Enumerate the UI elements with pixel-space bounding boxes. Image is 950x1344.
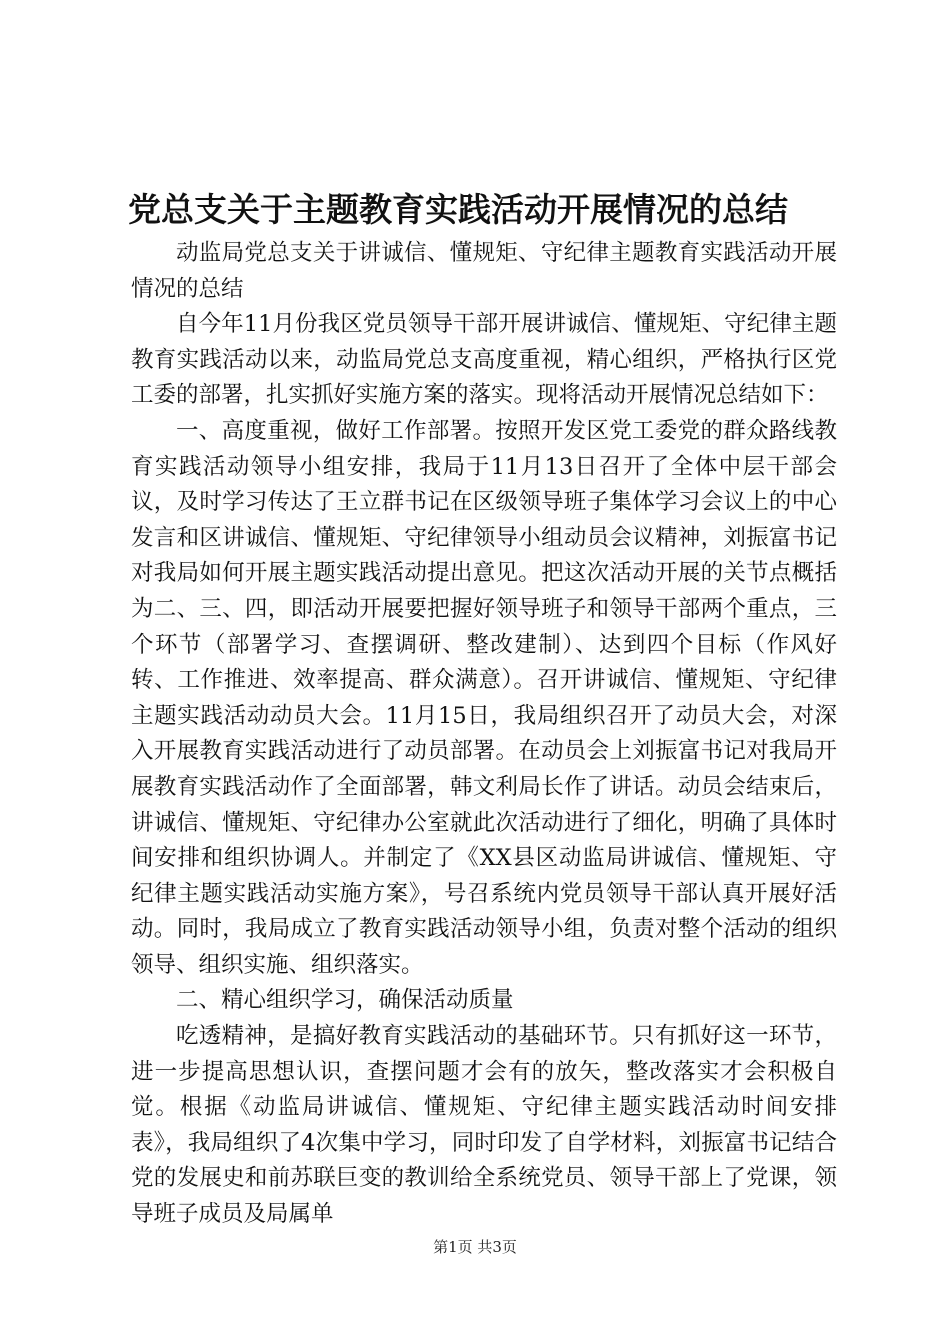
paragraph-intro: 自今年11月份我区党员领导干部开展讲诚信、懂规矩、守纪律主题教育实践活动以来，动监局党总支高度重视，精心组织，严格执行区党工委的部署，扎实抓好实施方案的落实。现将活动开展情况总结如下： (131, 311, 837, 409)
document-title: 党总支关于主题教育实践活动开展情况的总结 (128, 190, 788, 229)
document-body (131, 236, 837, 1233)
paragraph-section-one: 一、高度重视，做好工作部署。按照开发区党工委党的群众路线教育实践活动领导小组安排，我局于11月13日召开了全体中层干部会议，及时学习传达了王立群书记在区级领导班子集体学习会议上的中心发言和区讲诚信、懂规矩、守纪律领导小组动员会议精神，刘振富书记对我局如何开展主题实践活动提出意见。把这次活动开展的关节点概括为二、三、四，即活动开展要把握好领导班子和领导干部两个重点，三个环节（部署学习、查摆调研、整改建制）、达到四个目标（作风好转、工作推进、效率提高、群众满意）。召开讲诚信、懂规矩、守纪律主题实践活动动员大会。11月15日，我局组织召开了动员大会，对深入开展教育实践活动进行了动员部署。在动员会上刘振富书记对我局开展教育实践活动作了全面部署，韩文利局长作了讲话。动员会结束后，讲诚信、懂规矩、守纪律办公室就此次活动进行了细化，明确了具体时间安排和组织协调人。并制定了《XX县区动监局讲诚信、懂规矩、守纪律主题实践活动实施方案》，号召系统内党员领导干部认真开展好活动。同时，我局成立了教育实践活动领导小组，负责对整个活动的组织领导、组织实施、组织落实。 (131, 417, 837, 978)
page-footer: 第1页 共3页 (433, 1238, 517, 1256)
paragraph-section-two-heading: 二、精心组织学习，确保活动质量 (176, 987, 514, 1014)
paragraph-section-two: 吃透精神，是搞好教育实践活动的基础环节。只有抓好这一环节，进一步提高思想认识，查摆问题才会有的放矢，整改落实才会积极自觉。根据《动监局讲诚信、懂规矩、守纪律主题实践活动时间安排表》，我局组织了4次集中学习，同时印发了自学材料，刘振富书记结合党的发展史和前苏联巨变的教训给全系统党员、领导干部上了党课，领导班子成员及局属单 (131, 1023, 837, 1228)
paragraph-subtitle: 动监局党总支关于讲诚信、懂规矩、守纪律主题教育实践活动开展情况的总结 (131, 240, 837, 302)
